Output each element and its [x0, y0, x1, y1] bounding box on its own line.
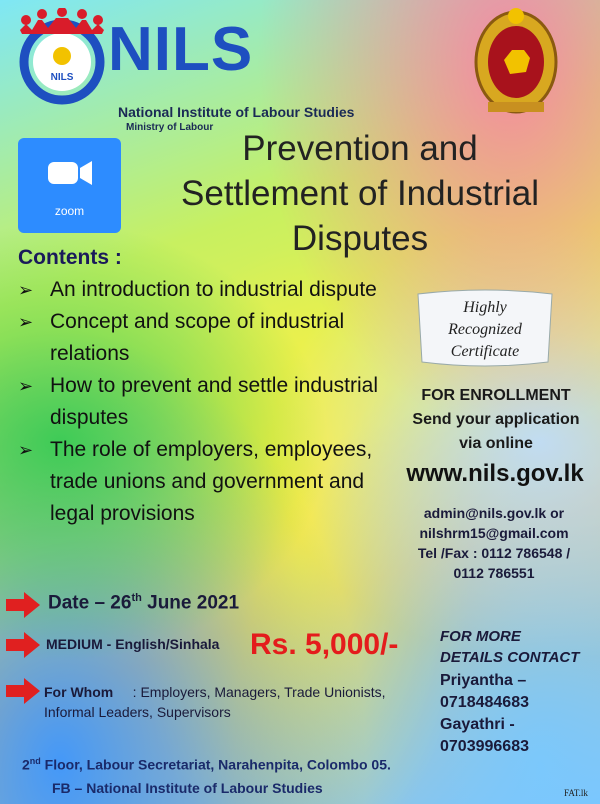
- enrollment-info: [398, 384, 594, 456]
- course-title: [120, 126, 600, 261]
- title-line-3: Disputes: [291, 219, 429, 258]
- contact-phone: 0703996683: [440, 738, 529, 755]
- ministry-name: Ministry of Labour: [126, 122, 214, 133]
- list-item: ➢ How to prevent and settle industrial disputes: [14, 370, 406, 434]
- contact-name: Priyantha –: [440, 672, 527, 689]
- email-line-2: nilshrm15@gmail.com: [419, 525, 569, 541]
- arrow-bullet-icon: ➢: [18, 376, 34, 396]
- nils-wordmark: NILS: [108, 15, 254, 84]
- address: 2nd Floor, Labour Secretariat, Narahenpita, Colombo 05.: [22, 756, 391, 773]
- certificate-badge: [410, 288, 560, 368]
- tel-line-2: 0112 786551: [453, 565, 535, 581]
- contact-persons: [440, 670, 529, 758]
- institute-name: National Institute of Labour Studies: [118, 104, 355, 120]
- arrow-bullet-icon: ➢: [18, 280, 34, 300]
- svg-text:Certificate: Certificate: [450, 343, 520, 360]
- tel-line-1: Tel /Fax : 0112 786548 /: [417, 545, 571, 561]
- list-item: ➢ An introduction to industrial dispute: [14, 274, 406, 306]
- right-arrow-icon: [6, 678, 40, 704]
- contents-list: [14, 274, 406, 530]
- enrollment-line-2: via online: [459, 435, 533, 452]
- right-arrow-icon: [6, 632, 40, 658]
- svg-text:NILS: NILS: [50, 72, 74, 83]
- sri-lanka-emblem-icon: [468, 2, 564, 120]
- target-audience: For Whom : Employers, Managers, Trade Unionists, Informal Leaders, Supervisors: [44, 684, 386, 720]
- more-details-heading: FOR MORE DETAILS CONTACT: [440, 628, 580, 666]
- nils-logo: [12, 8, 112, 108]
- course-date: Date – 26th June 2021: [48, 592, 240, 614]
- zoom-label: zoom: [54, 204, 85, 218]
- svg-text:Recognized: Recognized: [448, 321, 522, 338]
- list-item: ➢ Concept and scope of industrial relations: [14, 306, 406, 370]
- facebook-page: FB – National Institute of Labour Studies: [52, 780, 323, 796]
- right-arrow-icon: [6, 592, 40, 618]
- list-item: ➢ The role of employers, employees, trade unions and government and legal provisions: [14, 434, 406, 530]
- svg-text:Highly: Highly: [463, 299, 507, 316]
- title-line-2: Settlement of Industrial: [181, 174, 539, 213]
- arrow-bullet-icon: ➢: [18, 312, 34, 332]
- medium-language: MEDIUM - English/Sinhala: [46, 636, 220, 652]
- contact-details: [388, 503, 600, 583]
- arrow-bullet-icon: ➢: [18, 440, 34, 460]
- website-link[interactable]: www.nils.gov.lk: [406, 460, 584, 487]
- title-line-1: Prevention and: [242, 129, 478, 168]
- contact-name: Gayathri -: [440, 716, 515, 733]
- contents-heading: Contents :: [18, 246, 122, 269]
- watermark: FAT.lk: [564, 788, 588, 798]
- enrollment-heading: FOR ENROLLMENT: [421, 387, 571, 404]
- course-fee: Rs. 5,000/-: [250, 628, 399, 661]
- video-camera-icon: [18, 138, 121, 198]
- zoom-logo: [18, 138, 121, 233]
- enrollment-line-1: Send your application: [412, 411, 580, 428]
- email-line-1: admin@nils.gov.lk or: [423, 505, 565, 521]
- contact-phone: 0718484683: [440, 694, 529, 711]
